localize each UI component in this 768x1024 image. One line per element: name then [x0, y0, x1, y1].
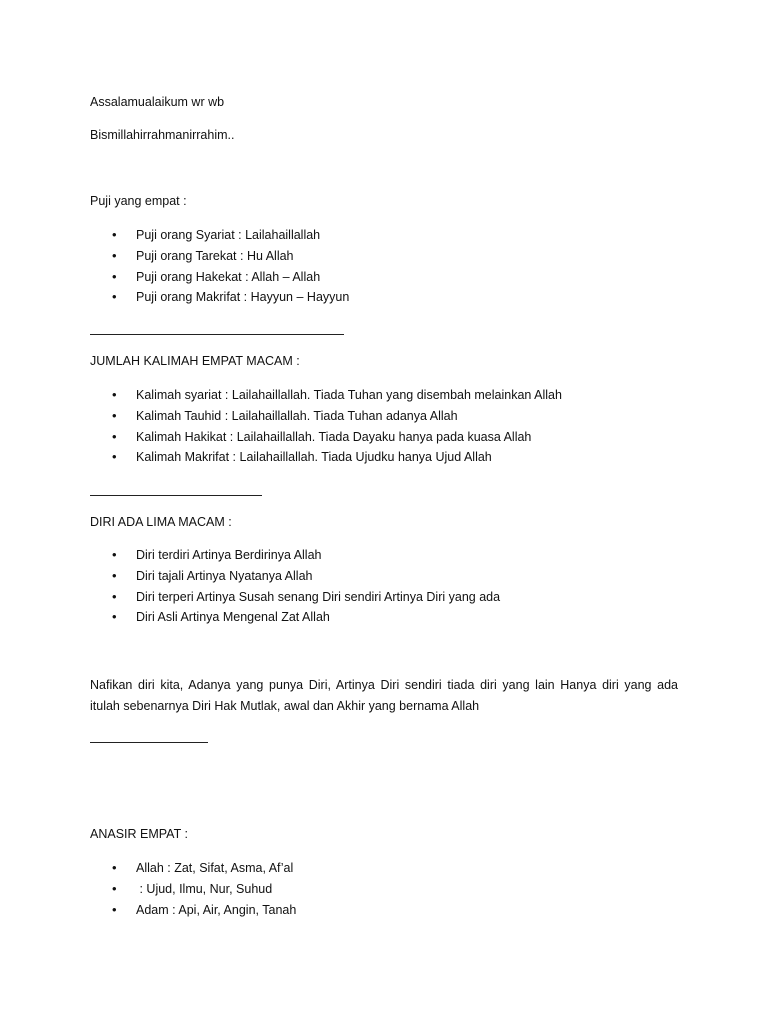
list-item: • Allah : Zat, Sifat, Asma, Af’al: [112, 860, 296, 881]
list-item: • Diri Asli Artinya Mengenal Zat Allah: [112, 609, 500, 630]
list-item: • Diri tajali Artinya Nyatanya Allah: [112, 568, 500, 589]
paragraph-line-1: Nafikan diri kita, Adanya yang punya Diri, Artinya Diri sendiri tiada diri yang lain Hanya diri yang ada: [90, 678, 678, 692]
list-item: • Kalimah Tauhid : Lailahaillallah. Tiada Tuhan adanya Allah: [112, 408, 562, 429]
section-heading-kalimah: JUMLAH KALIMAH EMPAT MACAM :: [90, 354, 300, 368]
list-item: • Puji orang Hakekat : Allah – Allah: [112, 269, 349, 290]
divider-line: [90, 334, 344, 335]
list-anasir: [112, 860, 296, 922]
list-item: • Diri terperi Artinya Susah senang Diri sendiri Artinya Diri yang ada: [112, 589, 500, 610]
list-puji: [112, 227, 349, 310]
list-item: • Puji orang Tarekat : Hu Allah: [112, 248, 349, 269]
list-item: • Kalimah Hakikat : Lailahaillallah. Tiada Dayaku hanya pada kuasa Allah: [112, 429, 562, 450]
section-heading-anasir: ANASIR EMPAT :: [90, 827, 188, 841]
paragraph-line-2: itulah sebenarnya Diri Hak Mutlak, awal dan Akhir yang bernama Allah: [90, 699, 480, 713]
greeting-text: Assalamualaikum wr wb: [90, 95, 225, 109]
basmalah-text: Bismillahirrahmanirrahim..: [90, 128, 235, 142]
section-heading-diri: DIRI ADA LIMA MACAM :: [90, 515, 232, 529]
section-heading-puji: Puji yang empat :: [90, 194, 187, 208]
list-diri: [112, 547, 500, 630]
list-item: • Adam : Api, Air, Angin, Tanah: [112, 902, 296, 923]
divider-line: [90, 495, 262, 496]
list-item: • Kalimah syariat : Lailahaillallah. Tiada Tuhan yang disembah melainkan Allah: [112, 387, 562, 408]
list-item: • : Ujud, Ilmu, Nur, Suhud: [112, 881, 296, 902]
list-item: • Diri terdiri Artinya Berdirinya Allah: [112, 547, 500, 568]
paragraph-nafikan: [90, 675, 678, 717]
divider-line: [90, 742, 208, 743]
list-item: • Puji orang Syariat : Lailahaillallah: [112, 227, 349, 248]
list-item: • Puji orang Makrifat : Hayyun – Hayyun: [112, 289, 349, 310]
list-item: • Kalimah Makrifat : Lailahaillallah. Tiada Ujudku hanya Ujud Allah: [112, 449, 562, 470]
list-kalimah: [112, 387, 562, 470]
